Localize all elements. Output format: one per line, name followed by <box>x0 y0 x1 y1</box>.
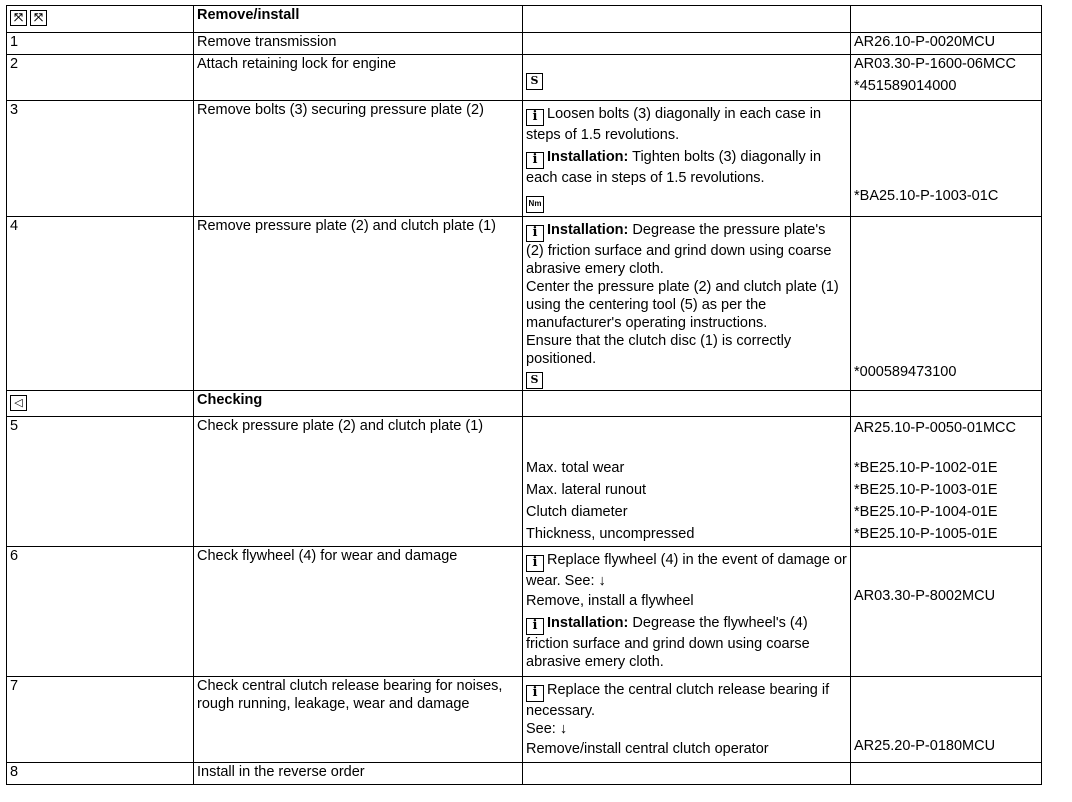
step-reference[interactable]: AR03.30-P-8002MCU <box>854 588 996 604</box>
tool-icon[interactable]: S <box>526 372 543 389</box>
step-action: Install in the reverse order <box>194 763 523 785</box>
procedure-table <box>6 5 1042 785</box>
note-text: Ensure that the clutch disc (1) is correctly positioned. <box>526 333 792 367</box>
tool-reference[interactable]: *451589014000 <box>854 78 957 94</box>
step-action: Check flywheel (4) for wear and damage <box>194 547 523 677</box>
note-text: Degrease the pressure plate's (2) friction surface and grind down using coarse abrasive emery cloth. <box>526 222 832 277</box>
spec-reference[interactable]: *BE25.10-P-1002-01E <box>854 460 998 476</box>
table-row <box>7 417 1042 547</box>
tool-icon[interactable]: S <box>526 73 543 90</box>
table-row <box>7 55 1042 101</box>
step-reference[interactable]: AR25.10-P-0050-01MCC <box>854 420 1016 436</box>
step-reference[interactable]: AR25.20-P-0180MCU <box>854 738 996 754</box>
info-icon: i <box>526 225 544 242</box>
step-reference[interactable]: AR26.10-P-0020MCU <box>851 33 1042 55</box>
installation-label: Installation: <box>547 615 629 631</box>
checking-icon[interactable]: ◁ <box>10 395 27 411</box>
installation-label: Installation: <box>547 222 629 238</box>
table-row <box>7 6 1042 33</box>
tool-reference[interactable]: *000589473100 <box>854 364 957 380</box>
spec-reference[interactable]: *BE25.10-P-1004-01E <box>854 504 998 520</box>
table-row <box>7 677 1042 763</box>
step-reference[interactable]: AR03.30-P-1600-06MCC <box>854 56 1016 72</box>
info-icon: i <box>526 618 544 635</box>
procedure-link[interactable]: Remove/install central clutch operator <box>526 741 769 757</box>
step-number: 7 <box>7 677 194 763</box>
section-title: Remove/install <box>194 6 523 33</box>
note-text: Replace flywheel (4) in the event of damage or wear. See: <box>526 552 847 589</box>
table-row <box>7 763 1042 785</box>
see-label: See: <box>526 721 560 737</box>
expand-icon[interactable]: ⤧ <box>10 10 27 26</box>
step-number: 8 <box>7 763 194 785</box>
step-action: Check pressure plate (2) and clutch plate (1) <box>194 417 523 547</box>
step-number: 1 <box>7 33 194 55</box>
spec-label: Max. total wear <box>526 460 625 476</box>
arrow-down-icon[interactable]: ↓ <box>598 573 606 589</box>
table-row <box>7 101 1042 217</box>
info-icon: i <box>526 685 544 702</box>
installation-label: Installation: <box>547 149 629 165</box>
procedure-link[interactable]: Remove, install a flywheel <box>526 593 694 609</box>
spec-reference[interactable]: *BE25.10-P-1003-01E <box>854 482 998 498</box>
collapse-icon[interactable]: ⤧ <box>30 10 47 26</box>
step-action: Remove bolts (3) securing pressure plate (2) <box>194 101 523 217</box>
arrow-down-icon[interactable]: ↓ <box>559 721 568 737</box>
note-text: Loosen bolts (3) diagonally in each case in steps of 1.5 revolutions. <box>526 106 822 143</box>
note-text: Tighten bolts (3) diagonally in each case in steps of 1.5 revolutions. <box>526 149 822 186</box>
step-number: 6 <box>7 547 194 677</box>
spec-label: Max. lateral runout <box>526 482 647 498</box>
info-icon: i <box>526 555 544 572</box>
section-title: Checking <box>194 391 523 417</box>
table-row <box>7 217 1042 391</box>
step-number: 5 <box>7 417 194 547</box>
step-action: Remove pressure plate (2) and clutch plate (1) <box>194 217 523 391</box>
step-action: Remove transmission <box>194 33 523 55</box>
step-action: Check central clutch release bearing for noises, rough running, leakage, wear and damage <box>194 677 523 763</box>
spec-reference[interactable]: *BE25.10-P-1005-01E <box>854 526 998 542</box>
table-row <box>7 547 1042 677</box>
step-action: Attach retaining lock for engine <box>194 55 523 101</box>
note-text: Center the pressure plate (2) and clutch plate (1) using the centering tool (5) as per the manufacturer's operating instructions. <box>526 279 839 331</box>
table-row <box>7 391 1042 417</box>
info-icon: i <box>526 109 544 126</box>
step-number: 4 <box>7 217 194 391</box>
spec-label: Clutch diameter <box>526 504 628 520</box>
torque-reference[interactable]: *BA25.10-P-1003-01C <box>854 188 999 204</box>
info-icon: i <box>526 152 544 169</box>
torque-nm-icon[interactable]: Nm <box>526 196 544 213</box>
table-row <box>7 33 1042 55</box>
note-text: Degrease the flywheel's (4) friction surface and grind down using coarse abrasive emery cloth. <box>526 615 810 670</box>
spec-label: Thickness, uncompressed <box>526 526 695 542</box>
step-number: 3 <box>7 101 194 217</box>
header-icons-cell <box>7 6 194 33</box>
step-number: 2 <box>7 55 194 101</box>
note-text: Replace the central clutch release bearing if necessary. <box>526 682 830 719</box>
